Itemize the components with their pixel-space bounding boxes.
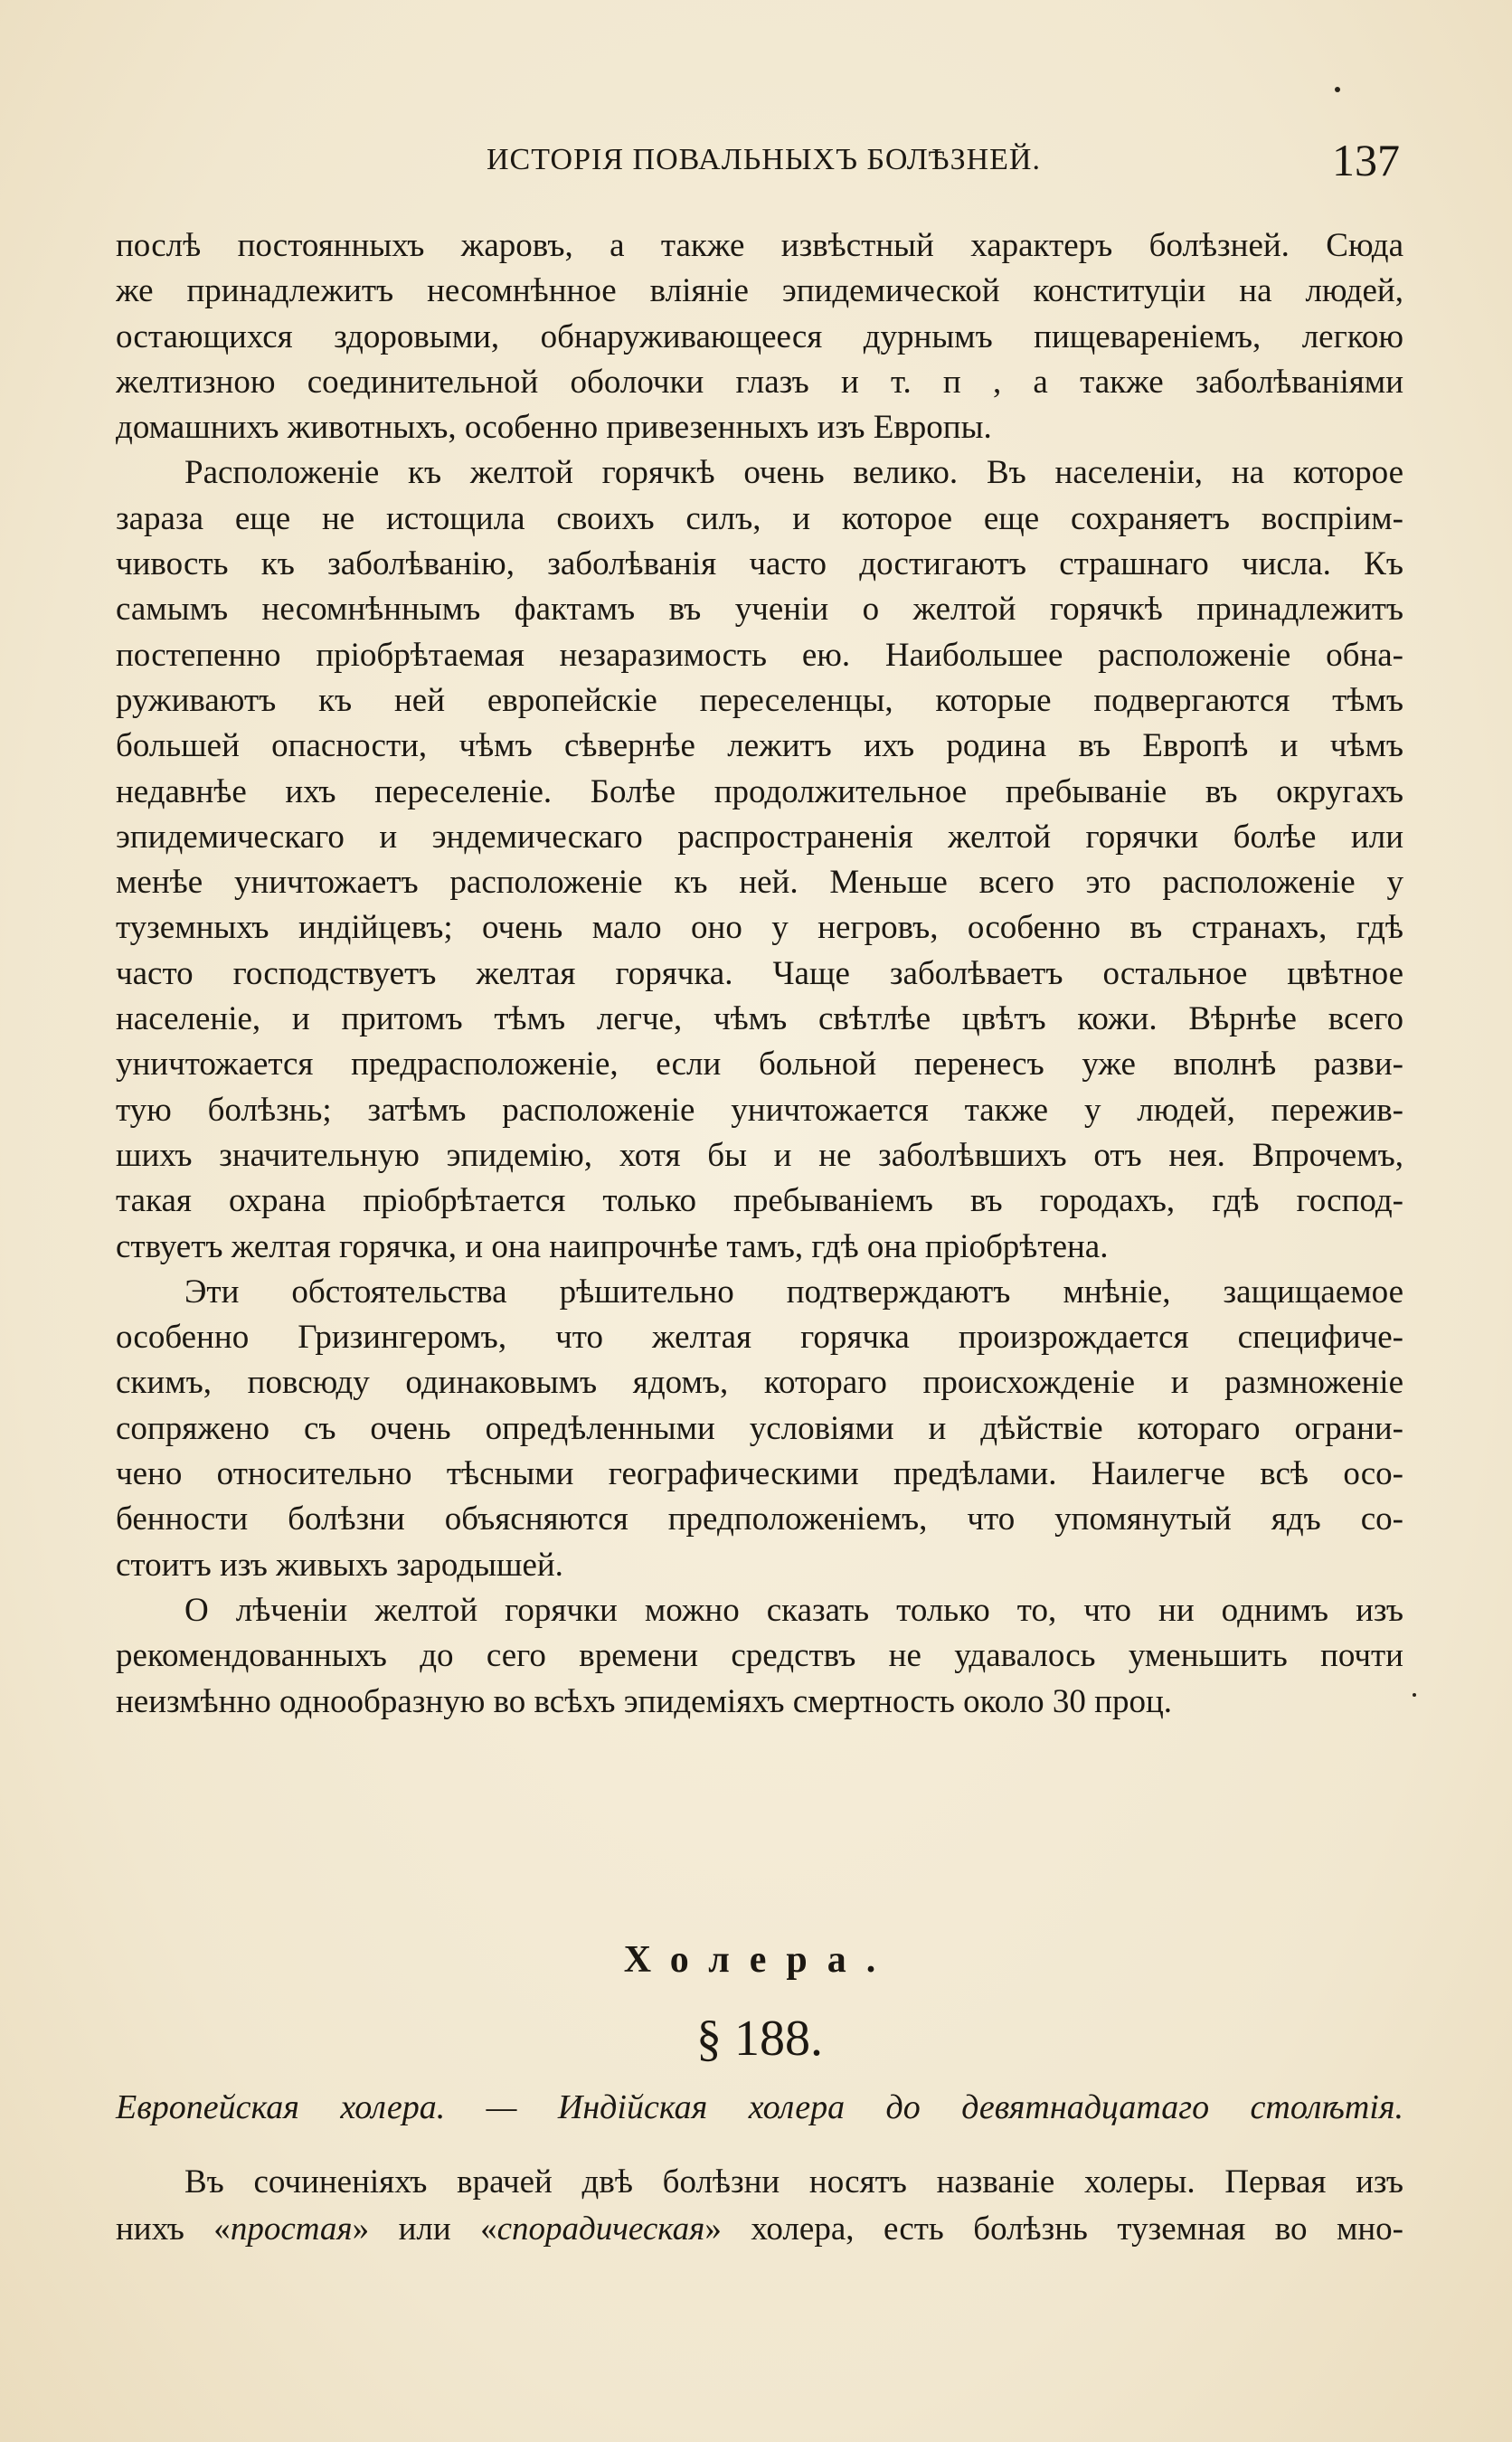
text-line: Расположеніе къ желтой горячкѣ очень велико. Въ населеніи, на которое <box>184 454 1403 492</box>
text-line: часто господствуетъ желтая горячка. Чаще заболѣваетъ остальное цвѣтное <box>116 954 1403 992</box>
page-header <box>116 134 1400 188</box>
emphasis-simple: простая <box>230 2210 353 2248</box>
text-fragment: нихъ « <box>116 2210 231 2248</box>
text-line: эпидемическаго и эндемическаго распространенія желтой горячки болѣе или <box>116 818 1403 856</box>
text-line: же принадлежитъ несомнѣнное вліяніе эпидемической конституціи на людей, <box>116 272 1403 310</box>
ink-speck <box>1413 1693 1416 1697</box>
text-line: остающихся здоровыми, обнаруживающееся дурнымъ пищевареніемъ, легкою <box>116 317 1403 355</box>
text-line: желтизною соединительной оболочки глазъ и т. п , а также заболѣваніями <box>116 363 1403 401</box>
text-line: скимъ, повсюду одинаковымъ ядомъ, котораго происхожденіе и размноженіе <box>116 1364 1403 1402</box>
text-line: О лѣченіи желтой горячки можно сказать только то, что ни однимъ изъ <box>184 1591 1403 1629</box>
text-line: неизмѣнно однообразную во всѣхъ эпидеміяхъ смертность около 30 проц. <box>116 1682 1173 1720</box>
text-line: уничтожается предрасположеніе, если больной перенесъ уже вполнѣ разви- <box>116 1046 1403 1084</box>
text-line: ствуетъ желтая горячка, и она наипрочнѣе тамъ, гдѣ она пріобрѣтена. <box>116 1227 1109 1265</box>
text-line: сопряжено съ очень опредѣленными условіями и дѣйствіе котораго ограни- <box>116 1409 1403 1447</box>
text-line: руживаютъ къ ней европейскіе переселенцы, которые подвергаются тѣмъ <box>116 681 1403 719</box>
emphasis-sporadic: спорадическая <box>496 2210 705 2248</box>
paragraph-5 <box>116 2159 1403 2253</box>
text-line: недавнѣе ихъ переселеніе. Болѣе продолжительное пребываніе въ округахъ <box>116 772 1403 810</box>
text-line: домашнихъ животныхъ, особенно привезенныхъ изъ Европы. <box>116 409 992 447</box>
section-title: Холера. <box>623 1939 896 1981</box>
body-text <box>116 223 1403 1725</box>
text-line: самымъ несомнѣннымъ фактамъ въ ученіи о желтой горячкѣ принадлежитъ <box>116 591 1403 629</box>
text-line: Эти обстоятельства рѣшительно подтверждаютъ мнѣніе, защищаемое <box>184 1273 1403 1311</box>
paragraph-4 <box>116 1588 1403 1725</box>
text-line: населеніе, и притомъ тѣмъ легче, чѣмъ свѣтлѣе цвѣтъ кожи. Вѣрнѣе всего <box>116 1000 1403 1038</box>
text-fragment: » холера, есть болѣзнь туземная во мно- <box>704 2210 1403 2248</box>
text-line: зараза еще не истощила своихъ силъ, и которое еще сохраняетъ воспріим- <box>116 499 1403 537</box>
text-line: тую болѣзнь; затѣмъ расположеніе уничтожается также у людей, пережив- <box>116 1091 1403 1129</box>
paragraph-2 <box>116 450 1403 1269</box>
text-line: постепенно пріобрѣтаемая незаразимость ею. Наибольшее расположеніе обна- <box>116 636 1403 674</box>
paragraph-3 <box>116 1270 1403 1588</box>
running-head: ИСТОРІЯ ПОВАЛЬНЫХЪ БОЛѢЗНЕЙ. <box>487 143 1041 176</box>
text-line: чено относительно тѣсными географическими предѣлами. Наилегче всѣ осо- <box>116 1455 1403 1493</box>
page-number: 137 <box>1332 135 1400 185</box>
text-line: стоитъ изъ живыхъ зародышей. <box>116 1546 563 1584</box>
text-line: рекомендованныхъ до сего времени средствъ не удавалось уменьшить почти <box>116 1637 1403 1675</box>
text-fragment: » или « <box>352 2210 497 2248</box>
text-line: послѣ постоянныхъ жаровъ, а также извѣстный характеръ болѣзней. Сюда <box>116 227 1403 264</box>
text-line: туземныхъ индійцевъ; очень мало оно у негровъ, особенно въ странахъ, гдѣ <box>116 909 1403 947</box>
text-line: Въ сочиненіяхъ врачей двѣ болѣзни носятъ названіе холеры. Первая изъ <box>184 2163 1403 2201</box>
text-line: особенно Гризингеромъ, что желтая горячка произрождается специфиче- <box>116 1319 1403 1357</box>
paragraph-1 <box>116 223 1403 450</box>
text-line: чивость къ заболѣванію, заболѣванія часто достигаютъ страшнаго числа. Къ <box>116 545 1403 583</box>
section-number: § 188. <box>696 2011 823 2067</box>
text-line: бенности болѣзни объясняются предположеніемъ, что упомянутый ядъ со- <box>116 1500 1403 1538</box>
section-subtitle: Европейская холера. — Индійская холера до девятнадцатаго столѣтія. <box>116 2088 1403 2126</box>
text-line: шихъ значительную эпидемію, хотя бы и не заболѣвшихъ отъ нея. Впрочемъ, <box>116 1136 1403 1174</box>
text-line: такая охрана пріобрѣтается только пребываніемъ въ городахъ, гдѣ господ- <box>116 1182 1403 1220</box>
text-line: менѣе уничтожаетъ расположеніе къ ней. Меньше всего это расположеніе у <box>116 864 1403 902</box>
ink-speck <box>1335 87 1340 92</box>
text-line: большей опасности, чѣмъ сѣвернѣе лежитъ ихъ родина въ Европѣ и чѣмъ <box>116 727 1403 765</box>
text-line <box>116 2206 1403 2253</box>
